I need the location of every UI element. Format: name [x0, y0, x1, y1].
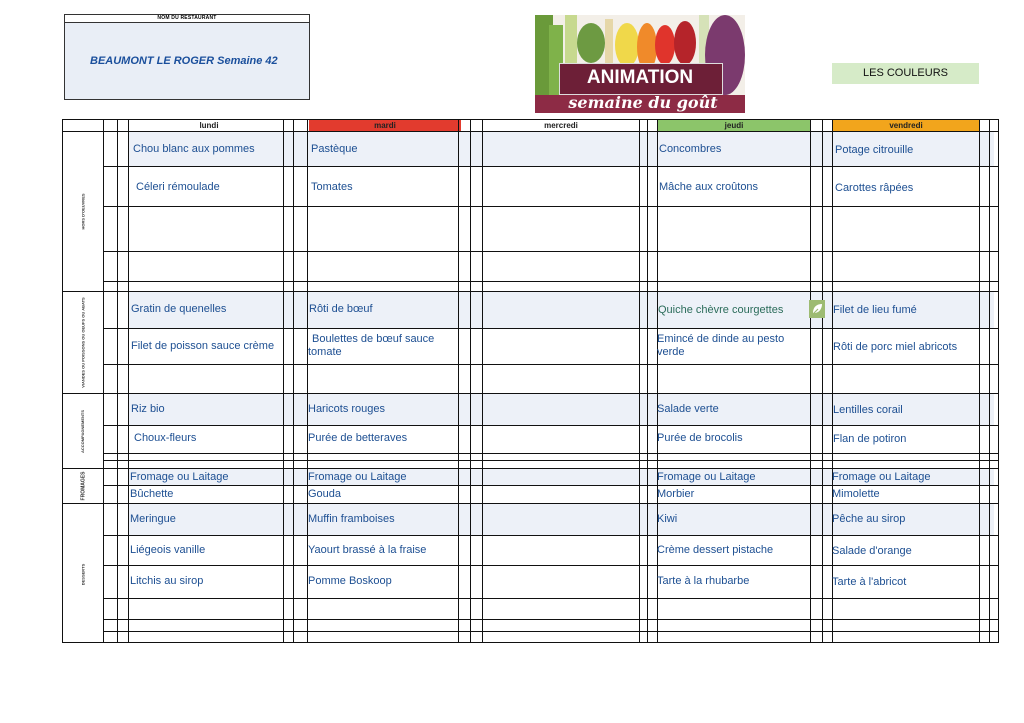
category-fromages: FROMAGES [79, 471, 86, 501]
restaurant-box [64, 14, 310, 100]
day-header-lundi: lundi [199, 121, 219, 130]
dish-jeudi: Quiche chèvre courgettes [658, 304, 784, 316]
dish-lundi: Bûchette [130, 488, 174, 500]
dish-mardi: Purée de betteraves [308, 432, 408, 444]
dish-vendredi: Fromage ou Laitage [832, 471, 931, 483]
dish-jeudi: Purée de brocolis [657, 432, 743, 444]
dish-lundi: Litchis au sirop [130, 575, 204, 587]
banner-title: ANIMATION [586, 67, 694, 88]
dish-jeudi: Emincé de dinde au pesto verde [657, 333, 785, 358]
dish-vendredi: Carottes râpées [835, 182, 914, 194]
category-desserts: DESSERTS [80, 563, 86, 585]
dish-lundi: Fromage ou Laitage [130, 471, 229, 483]
dish-vendredi: Mimolette [832, 488, 880, 500]
dish-vendredi: Flan de potiron [833, 433, 907, 445]
dish-mardi: Pomme Boskoop [308, 575, 392, 587]
dish-vendredi: Pêche au sirop [832, 513, 906, 525]
category-hors-doeuvres: HORS D'OEUVRES [80, 193, 86, 230]
banner-subtitle: semaine du goût [568, 93, 718, 112]
day-header-mardi: mardi [374, 121, 396, 130]
dish-jeudi: Concombres [659, 143, 722, 155]
restaurant-label: NOM DU RESTAURANT [65, 15, 309, 23]
dish-mardi: Haricots rouges [308, 403, 386, 415]
dish-vendredi: Filet de lieu fumé [833, 304, 917, 316]
dish-jeudi: Morbier [657, 488, 695, 500]
colors-button[interactable]: LES COULEURS [832, 63, 979, 84]
dish-mardi: Tomates [311, 181, 353, 193]
dish-lundi: Filet de poisson sauce crème [131, 340, 275, 352]
dish-jeudi: Kiwi [657, 513, 678, 525]
dish-lundi: Meringue [130, 513, 176, 525]
day-header-vendredi: vendredi [889, 121, 923, 130]
dish-mardi: Rôti de bœuf [309, 303, 373, 315]
dish-lundi: Liégeois vanille [130, 544, 206, 556]
dish-mardi: Muffin framboises [308, 513, 395, 525]
dish-mardi: Yaourt brassé à la fraise [308, 544, 427, 556]
dish-vendredi: Lentilles corail [833, 404, 903, 416]
dish-vendredi: Rôti de porc miel abricots [833, 341, 958, 353]
dish-jeudi: Mâche aux croûtons [659, 181, 759, 193]
day-header-mercredi: mercredi [544, 121, 578, 130]
dish-lundi: Riz bio [131, 403, 165, 415]
menu-table [62, 119, 999, 643]
leaf-icon [809, 300, 825, 318]
animation-banner [535, 15, 745, 113]
dish-vendredi: Salade d'orange [832, 545, 912, 557]
dish-jeudi: Fromage ou Laitage [657, 471, 756, 483]
dish-jeudi: Salade verte [657, 403, 719, 415]
dish-mardi: Fromage ou Laitage [308, 471, 407, 483]
day-header-jeudi: jeudi [724, 121, 744, 130]
dish-lundi: Céleri rémoulade [136, 181, 220, 193]
dish-jeudi: Crème dessert pistache [657, 544, 774, 556]
dish-jeudi: Tarte à la rhubarbe [657, 575, 750, 587]
dish-mardi: Gouda [308, 488, 342, 500]
dish-mardi: Boulettes de bœuf sauce tomate [308, 333, 435, 358]
category-accompagnements: ACCOMPAGNEMENTS [80, 409, 86, 453]
dish-lundi: Choux-fleurs [134, 432, 197, 444]
restaurant-name: BEAUMONT LE ROGER Semaine 42 [90, 55, 278, 67]
dish-vendredi: Tarte à l'abricot [832, 576, 907, 588]
dish-lundi: Gratin de quenelles [131, 303, 227, 315]
dish-vendredi: Potage citrouille [835, 144, 914, 156]
dish-lundi: Chou blanc aux pommes [133, 143, 255, 155]
category-viandes: VIANDES OU POISSONS OU OEUFS OU ABATS [80, 297, 86, 388]
dish-mardi: Pastèque [311, 143, 358, 155]
